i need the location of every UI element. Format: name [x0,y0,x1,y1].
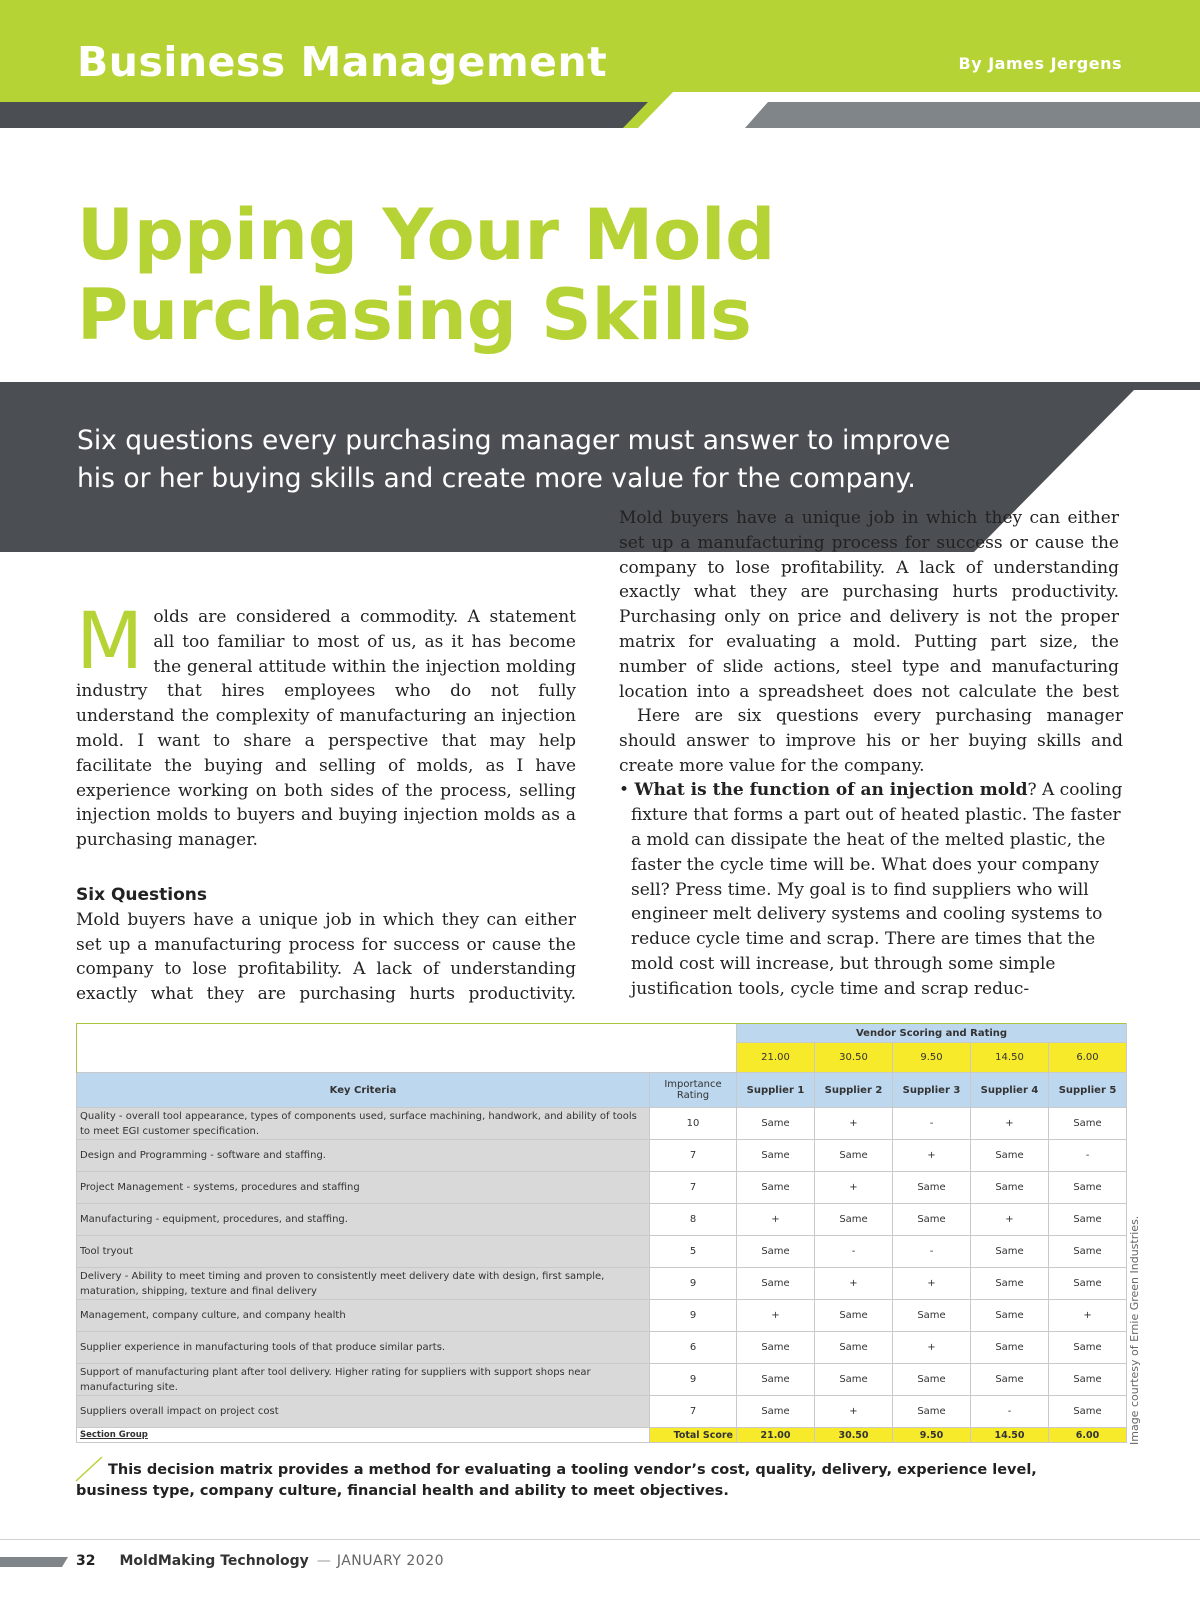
supplier-3-cell: - [893,1236,971,1268]
supplier-3-cell: Same [893,1396,971,1428]
supplier-5-header: Supplier 5 [1049,1073,1127,1108]
score-supplier-5: 6.00 [1049,1043,1127,1073]
supplier-4-cell: Same [971,1268,1049,1300]
body-column-1 [76,597,576,1007]
supplier-3-cell: + [893,1140,971,1172]
supplier-3-cell: + [893,1268,971,1300]
criteria-cell: Design and Programming - software and staffing. [77,1140,650,1172]
supplier-4-cell: Same [971,1364,1049,1396]
supplier-5-cell: Same [1049,1364,1127,1396]
table-row-total [77,1428,1127,1443]
supplier-3-cell: Same [893,1204,971,1236]
supplier-4-cell: + [971,1108,1049,1140]
supplier-4-cell: Same [971,1236,1049,1268]
total-supplier-3: 9.50 [893,1428,971,1443]
table-row [77,1140,1127,1172]
table-caption: This decision matrix provides a method for evaluating a tooling vendor’s cost, quality, delivery, experience level, business type, company culture, financial health and ability to meet objectives. [76,1462,1037,1499]
bullet-question-1: • What is the function of an injection mold? A cooling fixture that forms a part out of heated plastic. The faster a mold can dissipate the heat of the melted plastic, the faster the cycle time will be. What does your company sell? Press time. My goal is to find suppliers who will engineer melt delivery systems and cooling systems to reduce cycle time and scrap. There are times that the mold cost will increase, but through some simple justification tools, cycle time and scrap reduc- [619,780,1123,999]
supplier-5-cell: Same [1049,1172,1127,1204]
supplier-1-cell: Same [737,1364,815,1396]
subhead-six-questions: Six Questions [76,884,208,905]
supplier-4-cell: - [971,1396,1049,1428]
supplier-1-cell: Same [737,1172,815,1204]
table-row [77,1364,1127,1396]
supplier-2-cell: + [815,1172,893,1204]
article-title [77,195,775,355]
footer-rule [0,1539,1200,1540]
supplier-2-cell: Same [815,1332,893,1364]
supplier-1-cell: Same [737,1268,815,1300]
score-supplier-4: 14.50 [971,1043,1049,1073]
supplier-2-cell: Same [815,1364,893,1396]
supplier-5-cell: - [1049,1140,1127,1172]
supplier-1-cell: Same [737,1236,815,1268]
page-number: 32 [76,1553,96,1569]
criteria-cell: Manufacturing - equipment, procedures, and staffing. [77,1204,650,1236]
total-supplier-2: 30.50 [815,1428,893,1443]
score-supplier-1: 21.00 [737,1043,815,1073]
criteria-cell: Delivery - Ability to meet timing and proven to consistently meet delivery date with design, first sample, maturation, shipping, texture and final delivery [77,1268,650,1300]
paragraph-six-questions: Here are six questions every purchasing manager should answer to improve his or her buying skills and create more value for the company. [619,706,1123,776]
supplier-1-cell: Same [737,1396,815,1428]
supplier-2-cell: - [815,1236,893,1268]
supplier-2-cell: Same [815,1140,893,1172]
footer-bar [0,1557,70,1567]
issue-date: JANUARY 2020 [336,1553,445,1569]
drop-cap: M [76,597,144,687]
criteria-cell: Management, company culture, and company health [77,1300,650,1332]
supplier-4-cell: Same [971,1332,1049,1364]
image-credit: Image courtesy of Ernie Green Industries. [1128,1215,1141,1445]
supplier-4-cell: Same [971,1140,1049,1172]
supplier-1-cell: + [737,1300,815,1332]
supplier-5-cell: Same [1049,1236,1127,1268]
supplier-1-cell: + [737,1204,815,1236]
supplier-3-cell: + [893,1332,971,1364]
total-supplier-4: 14.50 [971,1428,1049,1443]
table-row-vendor-title [77,1024,1127,1043]
paragraph-mold-buyers: Mold buyers have a unique job in which they can either set up a manufacturing process for success or cause the company to lose profitability. A lack of understanding exactly what they are purchasing hurts productivity. [76,909,576,1005]
importance-rating-cell: 6 [650,1332,737,1364]
table-row [77,1172,1127,1204]
supplier-2-header: Supplier 2 [815,1073,893,1108]
table-body [77,1108,1127,1428]
score-supplier-2: 30.50 [815,1043,893,1073]
page-footer [76,1553,444,1569]
supplier-2-cell: + [815,1108,893,1140]
supplier-3-cell: Same [893,1364,971,1396]
supplier-2-cell: Same [815,1300,893,1332]
supplier-4-cell: Same [971,1172,1049,1204]
criteria-cell: Project Management - systems, procedures and staffing [77,1172,650,1204]
table-row [77,1236,1127,1268]
importance-rating-header: Importance Rating [650,1073,737,1108]
vendor-scoring-title: Vendor Scoring and Rating [737,1024,1127,1043]
criteria-cell: Tool tryout [77,1236,650,1268]
importance-rating-cell: 5 [650,1236,737,1268]
total-score-label: Total Score [650,1428,737,1443]
supplier-1-cell: Same [737,1108,815,1140]
importance-rating-cell: 9 [650,1300,737,1332]
supplier-3-cell: Same [893,1300,971,1332]
supplier-1-cell: Same [737,1140,815,1172]
paragraph-intro-text: olds are considered a commodity. A statement all too familiar to most of us, as it has become the general attitude within the injection molding industry that hires employees who do not fully understand the complexity of manufacturing an injection mold. I want to share a perspective that may help facilitate the buying and selling of molds, as I have experience working on both sides of the process, selling injection molds to buyers and buying injection molds as a purchasing manager. [76,607,576,851]
title-line-2: Purchasing Skills [77,274,752,356]
supplier-2-cell: Same [815,1204,893,1236]
section-group-label: Section Group [77,1428,650,1443]
importance-rating-cell: 9 [650,1364,737,1396]
title-line-1: Upping Your Mold [77,194,776,276]
table-row [77,1204,1127,1236]
supplier-1-cell: Same [737,1332,815,1364]
supplier-4-cell: + [971,1204,1049,1236]
supplier-5-cell: Same [1049,1396,1127,1428]
supplier-3-header: Supplier 3 [893,1073,971,1108]
table-row [77,1300,1127,1332]
footer-separator: — [316,1553,331,1569]
paragraph-mold-buyers-continued [619,506,1123,704]
score-supplier-3: 9.50 [893,1043,971,1073]
supplier-2-cell: + [815,1268,893,1300]
supplier-5-cell: + [1049,1300,1127,1332]
importance-rating-cell: 7 [650,1396,737,1428]
table-row [77,1268,1127,1300]
supplier-4-header: Supplier 4 [971,1073,1049,1108]
importance-rating-cell: 8 [650,1204,737,1236]
table-blank-cell [77,1024,737,1073]
total-supplier-5: 6.00 [1049,1428,1127,1443]
importance-rating-cell: 9 [650,1268,737,1300]
section-label: Business Management [77,38,608,86]
decision-matrix-table [76,1023,1127,1443]
paragraph-intro [76,597,576,853]
key-criteria-header: Key Criteria [77,1073,650,1108]
supplier-3-cell: - [893,1108,971,1140]
supplier-3-cell: Same [893,1172,971,1204]
table-row [77,1332,1127,1364]
bullet-question-1-lead: What is the function of an injection mold [634,780,1028,801]
importance-rating-cell: 7 [650,1172,737,1204]
bullet-question-1-text: ? A cooling fixture that forms a part out of heated plastic. The faster a mold can dissipate the heat of the melted plastic, the faster the cycle time will be. What does your company sell? Press time. My goal is to find suppliers who will engineer melt delivery systems and cooling systems to reduce cycle time and scrap. There are times that the mold cost will increase, but through some simple justification tools, cycle time and scrap reduc- [631,780,1123,999]
paragraph-mold-buyers-continued-text: Mold buyers have a unique job in which they can either set up a manufacturing process for success or cause the company to lose profitability. A lack of understanding exactly what they are purchasing hurts productivity. Purchasing only on price and delivery is not the proper matrix for evaluating a mold. Putting part size, the number of slide actions, steel type and manufacturing location into a spreadsheet does not calculate the best [619,508,1119,702]
supplier-5-cell: Same [1049,1108,1127,1140]
supplier-5-cell: Same [1049,1268,1127,1300]
importance-rating-cell: 7 [650,1140,737,1172]
criteria-cell: Quality - overall tool appearance, types of components used, surface machining, handwork, and ability of tools to meet EGI customer specification. [77,1108,650,1140]
importance-rating-cell: 10 [650,1108,737,1140]
supplier-4-cell: Same [971,1300,1049,1332]
criteria-cell: Support of manufacturing plant after tool delivery. Higher rating for suppliers with support shops near manufacturing site. [77,1364,650,1396]
supplier-5-cell: Same [1049,1332,1127,1364]
supplier-5-cell: Same [1049,1204,1127,1236]
article-deck: Six questions every purchasing manager must answer to improve his or her buying skills and create more value for the company. [77,425,951,494]
supplier-1-header: Supplier 1 [737,1073,815,1108]
criteria-cell: Suppliers overall impact on project cost [77,1396,650,1428]
table-header-row [77,1073,1127,1108]
total-supplier-1: 21.00 [737,1428,815,1443]
table-row [77,1108,1127,1140]
body-column-2 [619,508,1123,1002]
table-row [77,1396,1127,1428]
supplier-2-cell: + [815,1396,893,1428]
magazine-name: MoldMaking Technology [119,1553,309,1569]
byline: By James Jergens [958,54,1122,73]
criteria-cell: Supplier experience in manufacturing tools of that produce similar parts. [77,1332,650,1364]
